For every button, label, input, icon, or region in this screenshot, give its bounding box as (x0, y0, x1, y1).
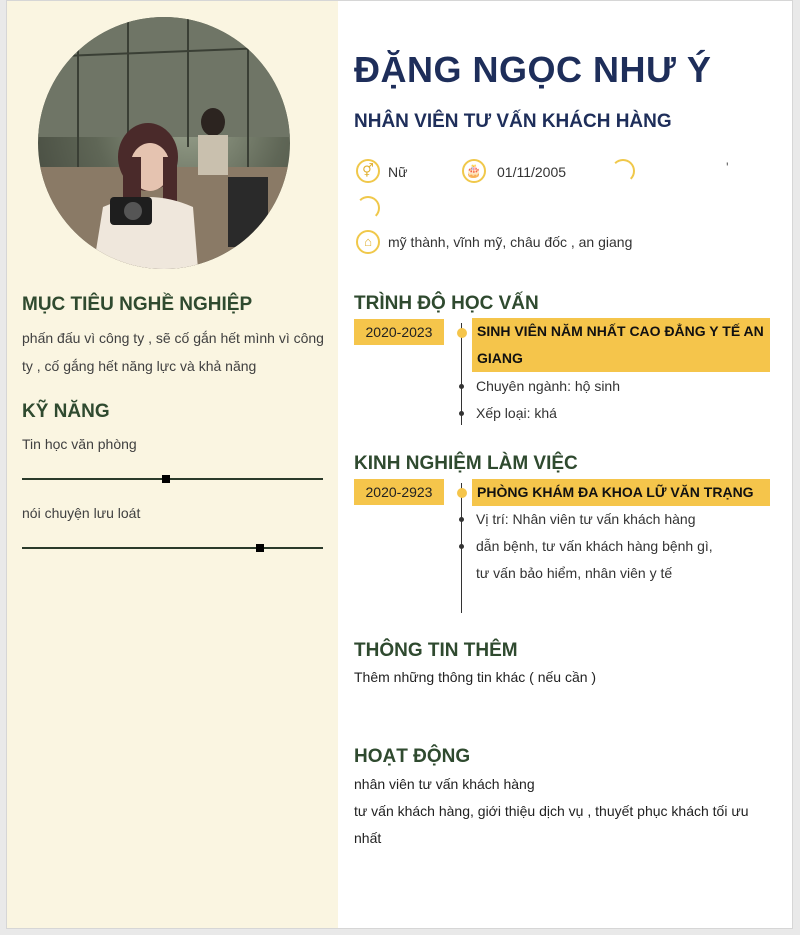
skill-level-marker (256, 544, 264, 552)
experience-position: Vị trí: Nhân viên tư vấn khách hàng (476, 511, 696, 527)
education-title: TRÌNH ĐỘ HỌC VẤN (354, 293, 539, 314)
location-icon: ⌂ (356, 230, 380, 254)
objective-text: phấn đấu vì công ty , sẽ cố gắn hết mình vì công ty , cố gắng hết năng lực và khả năng (22, 330, 324, 374)
cv-page (6, 0, 793, 929)
activities-title: HOẠT ĐỘNG (354, 746, 471, 767)
activities-line: tư vấn khách hàng, giới thiệu dịch vụ , thuyết phục khách tối ưu nhất (354, 803, 749, 846)
address-value: mỹ thành, vĩnh mỹ, châu đốc , an giang (388, 234, 633, 250)
photo-illustration (38, 17, 290, 269)
bullet-dot (459, 544, 464, 549)
profile-photo (38, 17, 290, 269)
sidebar (7, 1, 338, 929)
timeline-line (461, 323, 462, 425)
education-years: 2020-2023 (354, 319, 444, 345)
skill-bar (22, 547, 323, 549)
bullet-dot (459, 384, 464, 389)
activities-line: nhân viên tư vấn khách hàng (354, 776, 535, 792)
timeline-dot (457, 328, 467, 338)
job-title: NHÂN VIÊN TƯ VẤN KHÁCH HÀNG (354, 111, 672, 132)
experience-duty: dẫn bệnh, tư vấn khách hàng bệnh gì, (476, 538, 713, 554)
experience-duty: tư vấn bảo hiểm, nhân viên y tế (476, 565, 673, 581)
extra-text: Thêm những thông tin khác ( nếu cần ) (354, 669, 597, 685)
cake-icon: 🎂 (462, 159, 486, 183)
timeline-dot (457, 488, 467, 498)
skills-title: KỸ NĂNG (22, 401, 110, 422)
birthday-value: 01/11/2005 (497, 164, 567, 180)
education-grade: Xếp loại: khá (476, 405, 557, 421)
skill-bar (22, 478, 323, 480)
gender-value: Nữ (388, 164, 408, 180)
extra-title: THÔNG TIN THÊM (354, 640, 518, 661)
skill-name: Tin học văn phòng (22, 436, 137, 452)
experience-years: 2020-2923 (354, 479, 444, 505)
bullet-dot (459, 517, 464, 522)
education-school: SINH VIÊN NĂM NHẤT CAO ĐẲNG Y TẾ AN GIANG (472, 318, 770, 372)
experience-company: PHÒNG KHÁM ĐA KHOA LỮ VĂN TRẠNG (472, 479, 770, 506)
skill-level-marker (162, 475, 170, 483)
gender-icon: ⚥ (356, 159, 380, 183)
hidden-mark: ' (726, 159, 729, 175)
experience-title: KINH NGHIỆM LÀM VIỆC (354, 453, 578, 474)
objective-title: MỤC TIÊU NGHỀ NGHIỆP (22, 294, 253, 315)
skill-name: nói chuyện lưu loát (22, 505, 141, 521)
bullet-dot (459, 411, 464, 416)
candidate-name: ĐẶNG NGỌC NHƯ Ý (354, 49, 712, 90)
education-major: Chuyên ngành: hộ sinh (476, 378, 620, 394)
phone-icon (611, 159, 635, 183)
email-icon (356, 196, 380, 220)
